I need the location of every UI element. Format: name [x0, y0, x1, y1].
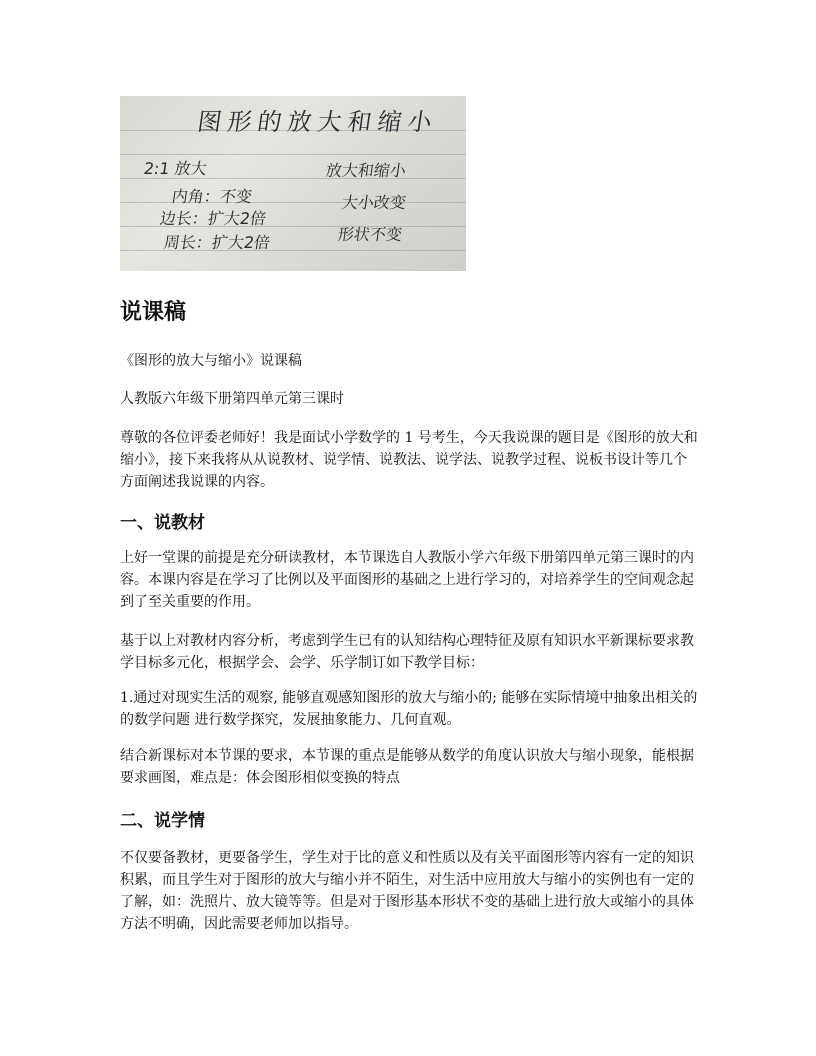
- handwritten-line: 大小改变: [340, 193, 408, 212]
- handwritten-line: 周长：扩大2倍: [162, 233, 272, 252]
- handwritten-line: 形状不变: [336, 225, 404, 244]
- edition-line: 人教版六年级下册第四单元第三课时: [120, 391, 344, 407]
- document-title: 说课稿: [120, 300, 187, 325]
- section1-paragraph: 1.通过对现实生活的观察, 能够直观感知图形的放大与缩小的; 能够在实际情境中抽象出相关的的数学问题 进行数学探究，发展抽象能力、几何直观。: [120, 690, 698, 728]
- notebook-rule: [120, 154, 466, 155]
- section1-paragraph: 结合新课标对本节课的要求，本节课的重点是能够从数学的角度认识放大与缩小现象，能根据要求画图，难点是：体会图形相似变换的特点: [120, 748, 694, 786]
- handwritten-title: 图形的放大和缩小: [195, 108, 440, 136]
- intro-paragraph: 尊敬的各位评委老师好！我是面试小学数学的 1 号考生，今天我说课的题目是《图形的放大和缩小》，接下来我将从从说教材、说学情、说教法、说学法、说教学过程、说板书设计等几个方面阐述我说课的内容。: [120, 430, 698, 490]
- handwritten-line: 2:1 放大: [142, 159, 209, 178]
- section-heading: 二、说学情: [120, 811, 205, 831]
- handwritten-line: 边长：扩大2倍: [158, 209, 268, 228]
- section1-paragraph: 基于以上对教材内容分析，考虑到学生已有的认知结构心理特征及原有知识水平新课标要求教学目标多元化，根据学会、会学、乐学制订如下教学目标：: [120, 633, 694, 671]
- section-heading: 一、说教材: [120, 513, 205, 533]
- handwritten-line: 放大和缩小: [324, 161, 408, 180]
- handwritten-line: 内角：不变: [170, 187, 254, 206]
- lesson-subtitle: 《图形的放大与缩小》说课稿: [120, 353, 302, 369]
- section1-paragraph: 上好一堂课的前提是充分研读教材，本节课选自人教版小学六年级下册第四单元第三课时的内容。本课内容是在学习了比例以及平面图形的基础之上进行学习的，对培养学生的空间观念起到了至关重要的作用。: [120, 550, 694, 610]
- section2-paragraph: 不仅要备教材，更要备学生，学生对于比的意义和性质以及有关平面图形等内容有一定的知识积累，而且学生对于图形的放大与缩小并不陌生，对生活中应用放大与缩小的实例也有一定的了解，如：洗照片、放大镜等等。但是对于图形基本形状不变的基础上进行放大或缩小的具体方法不明确，因此需要老师加以指导。: [120, 850, 694, 932]
- notebook-photo: [120, 96, 466, 271]
